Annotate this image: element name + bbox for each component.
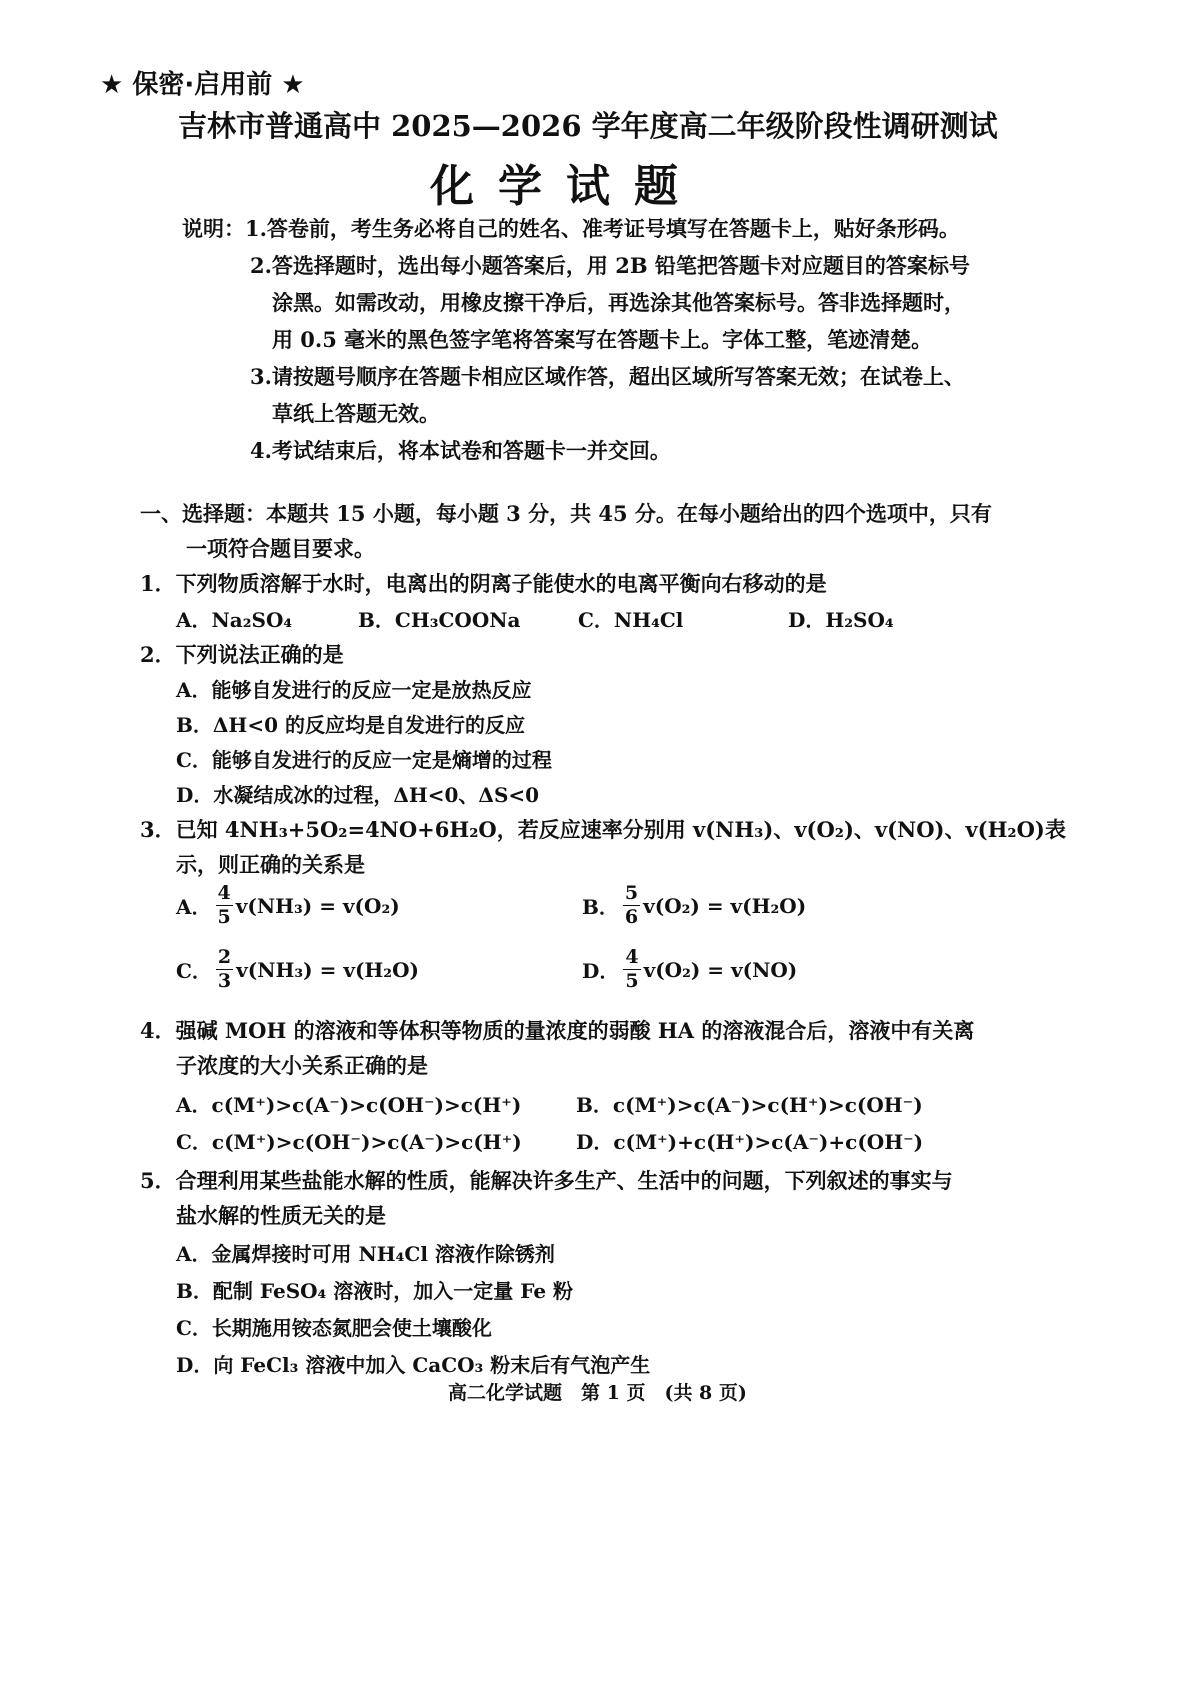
instruction-line: 2.答选择题时，选出每小题答案后，用 2B 铅笔把答题卡对应题目的答案标号 (250, 253, 970, 278)
numerator: 4 (625, 946, 639, 968)
formula: v(NH₃) = v(O₂) (235, 893, 400, 918)
instruction-line: 用 0.5 毫米的黑色签字笔将答案写在答题卡上。字体工整，笔迹清楚。 (272, 327, 933, 352)
question-5-stem-cont: 盐水解的性质无关的是 (176, 1203, 386, 1228)
q3-option-b (582, 884, 806, 927)
question-4-stem-cont: 子浓度的大小关系正确的是 (176, 1053, 428, 1078)
fraction (623, 884, 640, 927)
question-3-stem-cont: 示，则正确的关系是 (176, 852, 365, 877)
formula: v(NH₃) = v(H₂O) (236, 957, 419, 982)
formula: v(O₂) = v(H₂O) (643, 893, 807, 918)
q5-option-d: D．向 FeCl₃ 溶液中加入 CaCO₃ 粉末后有气泡产生 (176, 1353, 651, 1377)
exam-title: 吉林市普通高中 2025—2026 学年度高二年级阶段性调研测试 (178, 109, 998, 143)
denominator: 6 (624, 906, 639, 928)
q3-option-a (176, 884, 400, 927)
question-5-stem: 5．合理利用某些盐能水解的性质，能解决许多生产、生活中的问题，下列叙述的事实与 (140, 1168, 953, 1193)
question-2-stem: 2．下列说法正确的是 (140, 642, 344, 667)
q4-option-c: C．c(M⁺)>c(OH⁻)>c(A⁻)>c(H⁺) (176, 1130, 522, 1154)
q1-option-c: C．NH₄Cl (578, 608, 684, 632)
option-label: C． (176, 959, 212, 983)
q1-option-a: A．Na₂SO₄ (176, 608, 293, 632)
denominator: 5 (217, 906, 231, 928)
question-1-stem: 1．下列物质溶解于水时，电离出的阴离子能使水的电离平衡向右移动的是 (140, 571, 827, 596)
instruction-line: 3.请按题号顺序在答题卡相应区域作答，超出区域所写答案无效；在试卷上、 (250, 364, 965, 389)
q3-option-c (176, 948, 419, 991)
q1-option-d: D．H₂SO₄ (788, 608, 894, 632)
q4-option-a: A．c(M⁺)>c(A⁻)>c(OH⁻)>c(H⁺) (176, 1093, 522, 1117)
q3-option-d (582, 948, 797, 991)
confidential-label: ★ 保密·启用前 ★ (100, 70, 305, 100)
option-label: A． (176, 895, 212, 919)
q2-option-a: A．能够自发进行的反应一定是放热反应 (176, 678, 532, 702)
q2-option-c: C．能够自发进行的反应一定是熵增的过程 (176, 748, 552, 772)
formula: v(O₂) = v(NO) (643, 957, 798, 982)
numerator: 2 (217, 946, 232, 968)
section-heading: 一、选择题：本题共 15 小题，每小题 3 分，共 45 分。在每小题给出的四个选项中，只有 (140, 501, 992, 526)
q4-option-d: D．c(M⁺)+c(H⁺)>c(A⁻)+c(OH⁻) (576, 1130, 924, 1154)
instruction-line: 4.考试结束后，将本试卷和答题卡一并交回。 (250, 438, 671, 463)
q5-option-c: C．长期施用铵态氮肥会使土壤酸化 (176, 1316, 492, 1340)
option-label: B． (582, 895, 619, 919)
numerator: 4 (217, 882, 231, 904)
q5-option-a: A．金属焊接时可用 NH₄Cl 溶液作除锈剂 (176, 1242, 555, 1266)
q5-option-b: B．配制 FeSO₄ 溶液时，加入一定量 Fe 粉 (176, 1279, 574, 1303)
numerator: 5 (624, 882, 639, 904)
q2-option-b: B．ΔH<0 的反应均是自发进行的反应 (176, 713, 525, 737)
instruction-line: 说明：1.答卷前，考生务必将自己的姓名、准考证号填写在答题卡上，贴好条形码。 (182, 216, 960, 241)
question-4-stem: 4．强碱 MOH 的溶液和等体积等物质的量浓度的弱酸 HA 的溶液混合后，溶液中有关离 (140, 1018, 975, 1043)
denominator: 5 (625, 970, 639, 992)
q1-option-b: B．CH₃COONa (358, 608, 521, 632)
q2-option-d: D．水凝结成冰的过程，ΔH<0、ΔS<0 (176, 783, 540, 807)
section-heading-cont: 一项符合题目要求。 (186, 536, 375, 561)
fraction (216, 948, 233, 991)
fraction (216, 884, 233, 927)
instruction-line: 草纸上答题无效。 (272, 401, 440, 426)
page-footer: 高二化学试题 第 1 页 (共 8 页) (448, 1382, 747, 1404)
option-label: D． (582, 959, 620, 983)
denominator: 3 (217, 970, 232, 992)
instruction-line: 涂黑。如需改动，用橡皮擦干净后，再选涂其他答案标号。答非选择题时， (272, 290, 965, 315)
fraction (623, 948, 640, 991)
question-3-stem: 3．已知 4NH₃+5O₂=4NO+6H₂O，若反应速率分别用 v(NH₃)、v(O₂)、v(NO)、v(H₂O)表 (140, 817, 1066, 842)
subject-title: 化学试题 (430, 161, 702, 212)
q4-option-b: B．c(M⁺)>c(A⁻)>c(H⁺)>c(OH⁻) (576, 1093, 923, 1117)
